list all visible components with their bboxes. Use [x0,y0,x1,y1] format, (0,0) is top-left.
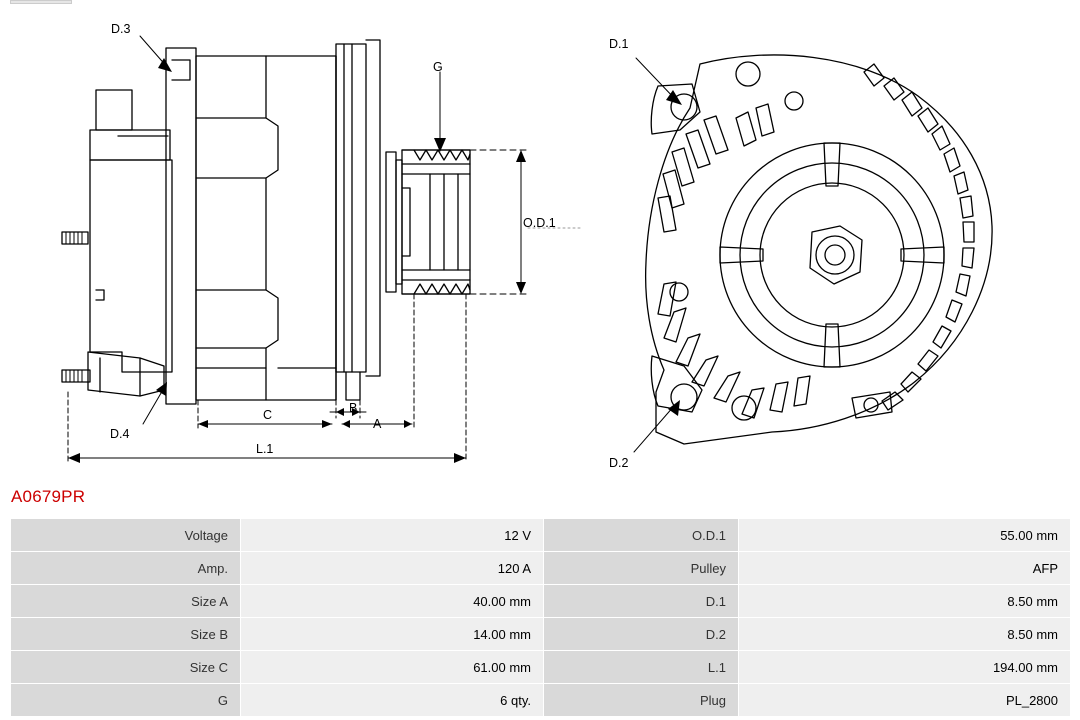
callout-od1-label: O.D.1 [523,216,556,230]
spec-label: D.2 [544,618,739,651]
spec-label: D.1 [544,585,739,618]
callout-g-label: G [433,60,443,74]
callout-b-label: B [349,401,358,415]
spec-label: Pulley [544,552,739,585]
spec-value: 40.00 mm [241,585,544,618]
callout-c-label: C [263,408,273,422]
spec-label: O.D.1 [544,519,739,552]
specifications-table [10,518,1071,717]
spec-value: 8.50 mm [739,585,1071,618]
spec-label: Size B [11,618,241,651]
spec-label: Size C [11,651,241,684]
spec-label: G [11,684,241,717]
callout-d4-label: D.4 [110,427,130,441]
table-row [11,552,1071,585]
spec-label: Size A [11,585,241,618]
spec-label: Voltage [11,519,241,552]
callout-d3-label: D.3 [111,22,131,36]
table-row [11,585,1071,618]
side-view-drawing [62,40,470,404]
table-row [11,618,1071,651]
callout-l1-label: L.1 [256,442,274,456]
table-row [11,684,1071,717]
spec-value: 120 A [241,552,544,585]
page-title: A0679PR [11,487,86,506]
spec-value: 6 qty. [241,684,544,717]
spec-value: 55.00 mm [739,519,1071,552]
spec-label: Plug [544,684,739,717]
table-row [11,519,1071,552]
callout-d2-label: D.2 [609,456,629,470]
spec-label: L.1 [544,651,739,684]
spec-value: AFP [739,552,1071,585]
front-view-drawing [646,55,992,444]
spec-label: Amp. [11,552,241,585]
callout-d1-label: D.1 [609,37,629,51]
spec-value: PL_2800 [739,684,1071,717]
spec-value: 8.50 mm [739,618,1071,651]
spec-value: 194.00 mm [739,651,1071,684]
spec-value: 12 V [241,519,544,552]
spec-value: 61.00 mm [241,651,544,684]
spec-value: 14.00 mm [241,618,544,651]
callout-a-label: A [373,417,382,431]
dimension-lines [68,36,682,463]
table-row [11,651,1071,684]
